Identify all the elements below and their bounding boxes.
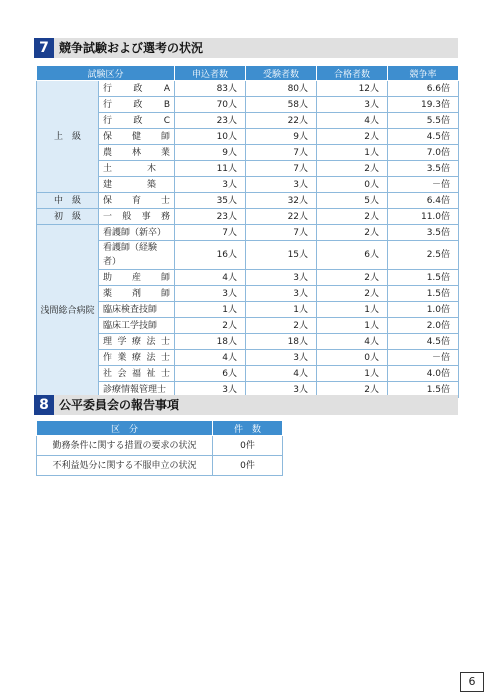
cell-examinees: 9人 [246,129,317,145]
cell-examinees: 32人 [246,193,317,209]
cell-applicants: 7人 [175,225,246,241]
section-number: 7 [34,38,54,58]
cell-passed: 3人 [317,97,388,113]
fairness-committee-table [36,420,283,476]
exam-name-part: 行 [103,99,113,110]
row-label: 勤務条件に関する措置の要求の状況 [37,436,213,456]
table-row [37,270,459,286]
exam-name-part: 療 [132,352,142,363]
exam-name-part: 会 [117,368,127,379]
exam-name-part: 作 [103,352,113,363]
group-label: 上 級 [37,81,99,193]
cell-ratio: －倍 [388,177,459,193]
cell-ratio: 4.0倍 [388,366,459,382]
cell-ratio: 4.5倍 [388,129,459,145]
table-row [37,456,283,476]
table-row [37,366,459,382]
cell-passed: 2人 [317,286,388,302]
exam-name [99,225,175,241]
exam-name-part: 行 [103,115,113,126]
exam-name-part: 師 [161,288,171,299]
header-examinees: 受験者数 [246,66,317,81]
exam-name [99,161,175,177]
cell-passed: 0人 [317,350,388,366]
cell-passed: 6人 [317,241,388,270]
exam-name-part: 政 [133,115,143,126]
table-header-row [37,421,283,436]
cell-examinees: 3人 [246,286,317,302]
cell-examinees: 58人 [246,97,317,113]
exam-results-table [36,65,459,398]
cell-examinees: 7人 [246,225,317,241]
table-row [37,81,459,97]
cell-ratio: 4.5倍 [388,334,459,350]
cell-passed: 2人 [317,270,388,286]
cell-ratio: 2.0倍 [388,318,459,334]
table-row [37,302,459,318]
exam-name [99,270,175,286]
exam-name-part: 法 [146,336,156,347]
exam-name-part: 理 [103,336,113,347]
cell-examinees: 80人 [246,81,317,97]
header-passed: 合格者数 [317,66,388,81]
exam-name-part: 診療情報管理士 [103,384,167,395]
cell-applicants: 18人 [175,334,246,350]
exam-results-body [37,81,459,398]
cell-examinees: 22人 [246,209,317,225]
exam-name-part: 祉 [146,368,156,379]
cell-ratio: 3.5倍 [388,161,459,177]
exam-name-part: 士 [161,368,171,379]
exam-name-part: 政 [133,83,143,94]
exam-name [99,350,175,366]
cell-passed: 1人 [317,302,388,318]
exam-name [99,177,175,193]
cell-examinees: 3人 [246,382,317,398]
exam-name-part: 士 [161,336,171,347]
exam-name [99,113,175,129]
cell-examinees: 7人 [246,161,317,177]
exam-name-part: 臨床検査技師 [103,304,158,315]
exam-name-part: 士 [161,352,171,363]
cell-passed: 2人 [317,382,388,398]
cell-ratio: 11.0倍 [388,209,459,225]
cell-ratio: 1.0倍 [388,302,459,318]
cell-applicants: 4人 [175,270,246,286]
cell-applicants: 23人 [175,113,246,129]
exam-name-part: 薬 [103,288,113,299]
section-title: 公平委員会の報告事項 [59,398,180,412]
cell-passed: 4人 [317,334,388,350]
cell-examinees: 15人 [246,241,317,270]
cell-examinees: 3人 [246,270,317,286]
cell-examinees: 1人 [246,302,317,318]
cell-applicants: 11人 [175,161,246,177]
table-row [37,129,459,145]
header-applicants: 申込者数 [175,66,246,81]
table-row [37,113,459,129]
exam-name-part: 土 [103,163,113,174]
table-row [37,350,459,366]
cell-applicants: 83人 [175,81,246,97]
cell-applicants: 16人 [175,241,246,270]
cell-passed: 2人 [317,209,388,225]
exam-name-part: 社 [103,368,113,379]
cell-passed: 2人 [317,225,388,241]
exam-name-part: 木 [147,163,157,174]
exam-name-part: 保 [103,131,113,142]
cell-passed: 2人 [317,161,388,177]
table-row [37,286,459,302]
cell-ratio: 6.6倍 [388,81,459,97]
section-7-heading [34,38,458,58]
exam-name-part: 産 [132,272,142,283]
table-row [37,209,459,225]
exam-name-part: 臨床工学技師 [103,320,158,331]
cell-applicants: 3人 [175,177,246,193]
cell-passed: 12人 [317,81,388,97]
exam-name [99,209,175,225]
section-8-heading [34,395,458,415]
header-category: 区 分 [37,421,213,436]
exam-name-part: 療 [132,336,142,347]
table-row [37,177,459,193]
exam-name-part: 行 [103,83,113,94]
exam-name-part: 築 [147,179,157,190]
exam-name [99,334,175,350]
group-label: 浅間総合病院 [37,225,99,398]
cell-examinees: 4人 [246,366,317,382]
page-number: 6 [460,672,484,692]
row-count: 0件 [213,436,283,456]
cell-applicants: 23人 [175,209,246,225]
cell-applicants: 3人 [175,382,246,398]
exam-name-part: 法 [146,352,156,363]
table-row [37,193,459,209]
cell-ratio: 2.5倍 [388,241,459,270]
section-number: 8 [34,395,54,415]
cell-examinees: 2人 [246,318,317,334]
exam-name-part: 保 [103,195,113,206]
cell-applicants: 10人 [175,129,246,145]
exam-name-part: C [163,115,171,126]
cell-passed: 1人 [317,318,388,334]
group-label: 初 級 [37,209,99,225]
cell-applicants: 70人 [175,97,246,113]
table-row [37,436,283,456]
table-header-row [37,66,459,81]
exam-name-part: 一 [103,211,113,222]
exam-name-part: 事 [141,211,151,222]
exam-name [99,97,175,113]
exam-name-part: 農 [103,147,113,158]
header-count: 件 数 [213,421,283,436]
exam-name-part: 助 [103,272,113,283]
exam-name-part: 看護師（新卒） [103,227,167,238]
exam-name [99,241,175,270]
group-label: 中 級 [37,193,99,209]
cell-applicants: 2人 [175,318,246,334]
cell-applicants: 35人 [175,193,246,209]
cell-examinees: 18人 [246,334,317,350]
table-row [37,318,459,334]
cell-ratio: －倍 [388,350,459,366]
cell-ratio: 5.5倍 [388,113,459,129]
cell-applicants: 4人 [175,350,246,366]
table-row [37,334,459,350]
exam-name [99,81,175,97]
cell-ratio: 3.5倍 [388,225,459,241]
exam-name-part: 業 [117,352,127,363]
exam-name [99,129,175,145]
exam-name [99,145,175,161]
exam-name [99,286,175,302]
row-count: 0件 [213,456,283,476]
table-row [37,97,459,113]
section-title: 競争試験および選考の状況 [59,41,204,55]
cell-passed: 4人 [317,113,388,129]
cell-examinees: 3人 [246,350,317,366]
cell-ratio: 19.3倍 [388,97,459,113]
exam-name-part: 務 [160,211,170,222]
row-label: 不利益処分に関する不服申立の状況 [37,456,213,476]
cell-applicants: 9人 [175,145,246,161]
exam-name [99,318,175,334]
cell-ratio: 1.5倍 [388,382,459,398]
exam-name-part: 林 [132,147,142,158]
table-row [37,161,459,177]
exam-name-part: 剤 [132,288,142,299]
header-exam-category: 試験区分 [37,66,175,81]
exam-name-part: 業 [161,147,171,158]
cell-applicants: 6人 [175,366,246,382]
cell-examinees: 7人 [246,145,317,161]
exam-name [99,366,175,382]
exam-name-part: 政 [133,99,143,110]
cell-ratio: 6.4倍 [388,193,459,209]
exam-name-part: 健 [132,131,142,142]
cell-passed: 1人 [317,366,388,382]
exam-name-part: 師 [161,272,171,283]
exam-name-part: 看護師（経験者） [103,243,158,267]
exam-name-part: A [163,83,171,94]
cell-ratio: 1.5倍 [388,270,459,286]
exam-name-part: 師 [161,131,171,142]
exam-name [99,193,175,209]
cell-ratio: 7.0倍 [388,145,459,161]
cell-passed: 2人 [317,129,388,145]
exam-name-part: 学 [117,336,127,347]
table-row [37,241,459,270]
cell-passed: 1人 [317,145,388,161]
exam-name-part: 士 [161,195,171,206]
cell-examinees: 22人 [246,113,317,129]
cell-passed: 0人 [317,177,388,193]
exam-name [99,302,175,318]
exam-name-part: 育 [132,195,142,206]
exam-name-part: 建 [103,179,113,190]
cell-applicants: 3人 [175,286,246,302]
cell-passed: 5人 [317,193,388,209]
table-row [37,145,459,161]
cell-applicants: 1人 [175,302,246,318]
exam-name-part: 般 [122,211,132,222]
cell-ratio: 1.5倍 [388,286,459,302]
exam-name-part: 福 [132,368,142,379]
cell-examinees: 3人 [246,177,317,193]
header-competition-ratio: 競争率 [388,66,459,81]
exam-name-part: B [163,99,170,110]
table-row [37,225,459,241]
